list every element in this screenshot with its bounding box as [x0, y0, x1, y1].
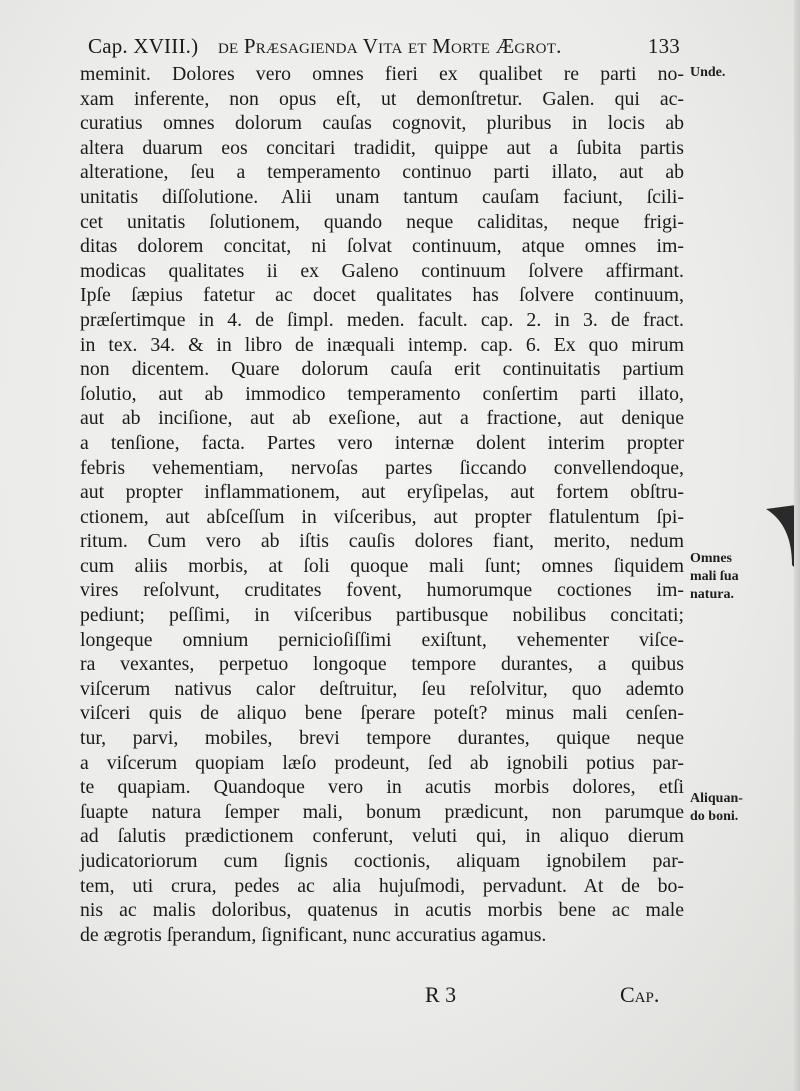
text-line: Ipſe ſæpius fatetur ac docet qualitates has ſolvere continuum, [80, 284, 684, 307]
margin-note-line: Omnes [690, 551, 732, 566]
text-line: a tenſione, facta. Partes vero internæ dolent interim propter [80, 431, 684, 454]
running-title: de Præsagienda Vita et Morte Ægrot. [218, 34, 562, 58]
margin-note-line: mali ſua [690, 569, 739, 584]
text-line: febris vehementiam, nervoſas partes ſiccando convellendoque, [80, 456, 684, 479]
chapter-label: Cap. XVIII.) [88, 34, 199, 58]
margin-note-line: Unde. [690, 65, 726, 80]
text-line: de ægrotis ſperandum, ſignificant, nunc accuratius agamus. [80, 923, 547, 946]
margin-note-line: do boni. [690, 809, 739, 824]
catchword: Cap. [620, 982, 660, 1007]
text-line: viſcerum nativus calor deſtruitur, ſeu reſolvitur, quo ademto [80, 677, 684, 700]
text-line: longeque omnium pernicioſiſſimi exiſtunt, vehementer viſce- [80, 628, 684, 651]
text-line: tem, uti crura, pedes ac alia hujuſmodi, pervadunt. At de bo- [80, 874, 684, 897]
text-line: cum aliis morbis, at ſoli quoque mali ſunt; omnes ſiquidem [80, 554, 684, 577]
text-line: nis ac malis doloribus, quatenus in acutis morbis bene ac male [80, 899, 684, 922]
text-line: curatius omnes dolorum cauſas cognovit, pluribus in locis ab [80, 112, 684, 135]
text-line: viſceri quis de aliquo bene ſperare poteſt? minus mali cenſen- [80, 702, 684, 725]
page-number: 133 [647, 34, 680, 58]
library-stamp-icon [762, 505, 796, 569]
signature-mark: R 3 [425, 982, 457, 1007]
margin-note-aliquando [690, 790, 790, 826]
text-line: cet unitatis ſolutionem, quando neque caliditas, neque frigi- [80, 210, 684, 233]
running-header [80, 30, 680, 66]
text-line: judicatoriorum cum ſignis coctionis, aliquam ignobilem par- [80, 850, 684, 872]
text-line: modicas qualitates ii ex Galeno continuum ſolvere affirmant. [80, 259, 684, 282]
text-line: non dicentem. Quare dolorum cauſa erit continuitatis partium [80, 358, 684, 381]
text-line: ſolutio, aut ab immodico temperamento conſertim parti illato, [80, 382, 684, 405]
page-edge [794, 0, 800, 1091]
text-line: ditas dolorem concitat, ni ſolvat continuum, atque omnes im- [80, 235, 684, 258]
text-line: meminit. Dolores vero omnes fieri ex qualibet re parti no- [80, 63, 684, 85]
margin-note-line: natura. [690, 587, 734, 602]
text-line: alteratione, ſeu a temperamento continuo parti illato, aut ab [80, 161, 684, 184]
text-line: ra vexantes, perpetuo longoque tempore durantes, a quibus [80, 653, 684, 676]
text-line: in tex. 34. & in libro de inæquali intemp. cap. 6. Ex quo mirum [80, 333, 684, 356]
text-line: unitatis diſſolutione. Alii unam tantum cauſam faciunt, ſcili- [80, 185, 684, 208]
text-line: aut ab inciſione, aut ab exeſione, aut a fractione, aut denique [80, 407, 684, 430]
text-line: ad ſalutis prædictionem conferunt, veluti qui, in aliquo dierum [80, 825, 684, 848]
text-line: ritum. Cum vero ab iſtis cauſis dolores fiant, merito, nedum [80, 530, 684, 553]
text-line: ctionem, aut abſceſſum in viſceribus, aut propter flatulentum ſpi- [80, 505, 684, 528]
text-line: aut propter inflammationem, aut eryſipelas, aut fortem obſtru- [80, 481, 684, 504]
text-line: altera duarum eos concitari tradidit, quippe aut a ſubita partis [80, 136, 684, 159]
text-line: xam inferente, non opus eſt, ut demonſtretur. Galen. qui ac- [80, 87, 684, 110]
text-line: te quapiam. Quandoque vero in acutis morbis dolores, etſi [80, 776, 684, 799]
text-line: vires reſolvunt, cruditates fovent, humorumque coctiones im- [80, 579, 684, 602]
text-line: tur, parvi, mobiles, brevi tempore durantes, quique neque [80, 727, 684, 750]
text-line: ſuapte natura ſemper mali, bonum prædicunt, non parumque [80, 800, 684, 823]
main-text-block [80, 62, 684, 947]
text-line: præſertimque in 4. de ſimpl. meden. facult. cap. 2. in 3. de fract. [80, 308, 684, 331]
margin-note-line: Aliquan- [690, 791, 743, 806]
margin-note-unde [690, 64, 790, 82]
text-line: pediunt; peſſimi, in viſceribus partibusque nobilibus concitati; [80, 604, 684, 627]
text-line: a viſcerum quopiam læſo prodeunt, ſed ab ignobili potius par- [80, 751, 684, 774]
